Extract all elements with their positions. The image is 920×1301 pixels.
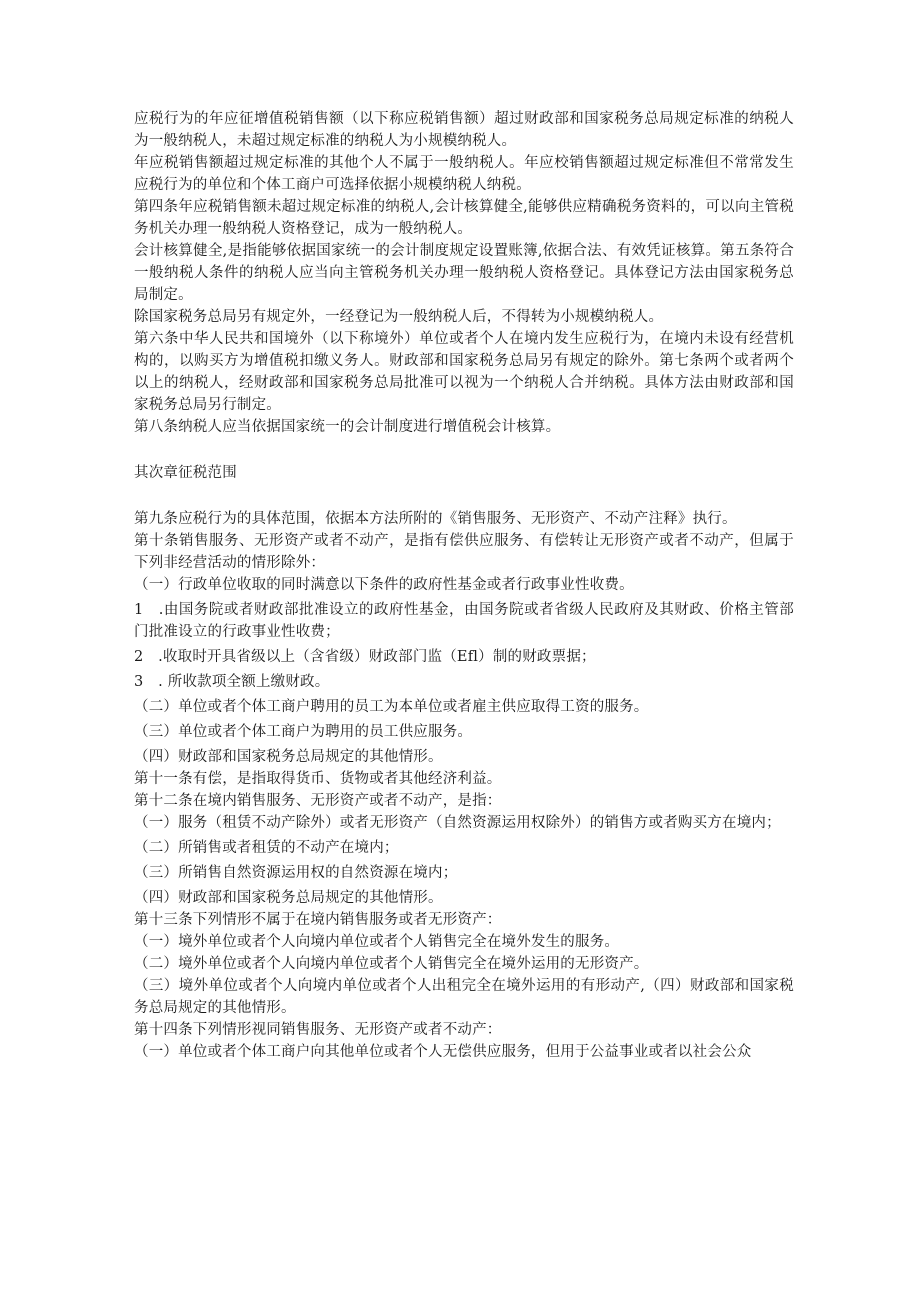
paragraph: （三）所销售自然资源运用权的自然资源在境内； bbox=[134, 865, 458, 881]
paragraph: （一）单位或者个体工商户向其他单位或者个人无偿供应服务，但用于公益事业或者以社会公众 bbox=[134, 1044, 752, 1060]
chapter-heading: 其次章征税范围 bbox=[134, 465, 237, 481]
paragraph: 除国家税务总局另有规定外，一经登记为一般纳税人后，不得转为小规模纳税人。 bbox=[134, 309, 664, 325]
paragraph: （三）单位或者个体工商户为聘用的员工供应服务。 bbox=[134, 724, 473, 740]
list-item: 3 . 所收款项全额上缴财政。 bbox=[134, 674, 330, 690]
paragraph: 第十三条下列情形不属于在境内销售服务或者无形资产： bbox=[134, 912, 502, 928]
paragraph: 第十条销售服务、无形资产或者不动产，是指有偿供应服务、有偿转让无形资产或者不动产，但属于下列非经营活动的情形除外： bbox=[134, 533, 794, 571]
paragraph: 第十二条在境内销售服务、无形资产或者不动产，是指： bbox=[134, 793, 502, 809]
paragraph: （二）单位或者个体工商户聘用的员工为本单位或者雇主供应取得工资的服务。 bbox=[134, 699, 649, 715]
paragraph: 第九条应税行为的具体范围，依据本方法所附的《销售服务、无形资产、不动产注释》执行。 bbox=[134, 511, 737, 527]
paragraph: （二）境外单位或者个人向境内单位或者个人销售完全在境外运用的无形资产。 bbox=[134, 956, 649, 972]
paragraph: 第六条中华人民共和国境外（以下称境外）单位或者个人在境内发生应税行为，在境内未设有经营机构的，以购买方为增值税扣缴义务人。财政部和国家税务总局另有规定的除外。第七条两个或者两个以上的纳税人，经财政部和国家税务总局批准可以视为一个纳税人合并纳税。具体方法由财政部和国家税务总局另行制定。 bbox=[134, 331, 794, 413]
paragraph: 会计核算健全,是指能够依据国家统一的会计制度规定设置账簿,依据合法、有效凭证核算。第五条符合一般纳税人条件的纳税人应当向主管税务机关办理一般纳税人资格登记。具体登记方法由国家税务总局制定。 bbox=[134, 243, 794, 303]
list-item: 2 .收取时开具省级以上（含省级）财政部门监（Efl）制的财政票据； bbox=[134, 649, 596, 665]
list-item: 1 .由国务院或者财政部批准设立的政府性基金，由国务院或者省级人民政府及其财政、价格主管部门批准设立的行政事业性收费； bbox=[134, 602, 794, 640]
paragraph: 第十一条有偿，是指取得货币、货物或者其他经济利益。 bbox=[134, 771, 502, 787]
paragraph: （三）境外单位或者个人向境内单位或者个人出租完全在境外运用的有形动产,（四）财政部和国家税务总局规定的其他情形。 bbox=[134, 978, 794, 1016]
paragraph: （四）财政部和国家税务总局规定的其他情形。 bbox=[134, 890, 443, 906]
paragraph: （四）财政部和国家税务总局规定的其他情形。 bbox=[134, 749, 443, 765]
paragraph: （一）服务（租赁不动产除外）或者无形资产（自然资源运用权除外）的销售方或者购买方在境内； bbox=[134, 815, 781, 831]
paragraph: 第四条年应税销售额未超过规定标准的纳税人,会计核算健全,能够供应精确税务资料的，可以向主管税务机关办理一般纳税人资格登记，成为一般纳税人。 bbox=[134, 199, 794, 237]
paragraph: （一）境外单位或者个人向境内单位或者个人销售完全在境外发生的服务。 bbox=[134, 934, 620, 950]
paragraph: （一）行政单位收取的同时满意以下条件的政府性基金或者行政事业性收费。 bbox=[134, 577, 634, 593]
paragraph: 第十四条下列情形视同销售服务、无形资产或者不动产： bbox=[134, 1022, 502, 1038]
paragraph: 年应税销售额超过规定标准的其他个人不属于一般纳税人。年应校销售额超过规定标准但不常常发生应税行为的单位和个体工商户可选择依据小规模纳税人纳税。 bbox=[134, 155, 794, 193]
paragraph: 应税行为的年应征增值税销售额（以下称应税销售额）超过财政部和国家税务总局规定标准的纳税人为一般纳税人，未超过规定标准的纳税人为小规模纳税人。 bbox=[134, 111, 794, 149]
paragraph: （二）所销售或者租赁的不动产在境内； bbox=[134, 840, 399, 856]
paragraph: 第八条纳税人应当依据国家统一的会计制度进行增值税会计核算。 bbox=[134, 419, 561, 435]
document-page bbox=[134, 108, 794, 1063]
